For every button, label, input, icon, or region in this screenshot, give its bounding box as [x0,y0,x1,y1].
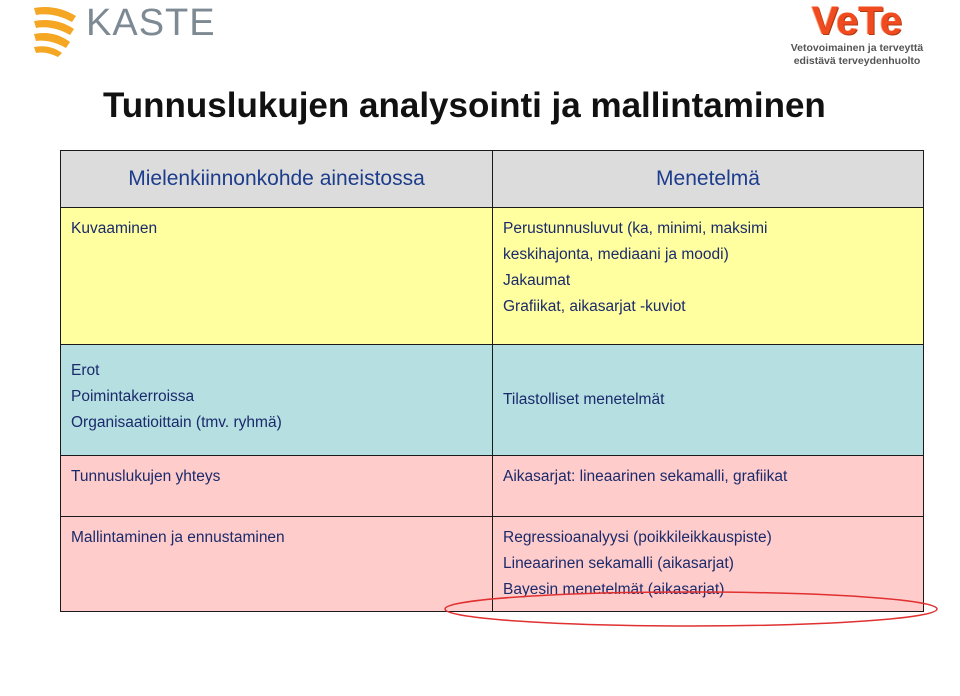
table-row [61,208,924,345]
vete-logo-subtitle-1: Vetovoimainen ja terveyttä [790,42,924,54]
cell-line: Perustunnusluvut (ka, minimi, maksimi [503,220,768,237]
vete-logo-subtitle-2: edistävä terveydenhuolto [793,55,921,67]
cell-line: Aikasarjat: lineaarinen sekamalli, grafiikat [503,468,788,485]
row-3-interest [61,456,493,517]
cell-line: Kuvaaminen [71,220,158,237]
table-header-row [61,151,924,208]
header-method: Menetelmä [493,151,924,208]
cell-line: Jakaumat [503,272,571,289]
vete-logo [782,0,932,68]
row-1-method [493,208,924,345]
cell-line: Grafiikat, aikasarjat -kuviot [503,298,686,315]
row-3-method [493,456,924,517]
highlight-ellipse-shape [445,592,937,626]
kaste-sun-icon [30,2,82,58]
slide-title: Tunnuslukujen analysointi ja mallintaminen [103,86,826,125]
cell-line: Bayesin menetelmät (aikasarjat) [503,581,725,598]
highlight-ellipse [443,588,939,630]
row-2-interest [61,345,493,456]
cell-line: Tilastolliset menetelmät [503,391,665,408]
table-row [61,345,924,456]
cell-line: Tunnuslukujen yhteys [71,468,221,485]
row-4-interest [61,517,493,612]
cell-line: Poimintakerroissa [71,388,195,405]
method-table [60,150,924,612]
kaste-logo [30,2,230,60]
vete-logo-title: VeTe [811,0,903,43]
cell-line: Regressioanalyysi (poikkileikkauspiste) [503,529,772,546]
cell-line: Organisaatioittain (tmv. ryhmä) [71,414,282,431]
header-interest: Mielenkiinnonkohde aineistossa [61,151,493,208]
cell-line: Mallintaminen ja ennustaminen [71,529,285,546]
cell-line: Erot [71,362,100,379]
cell-line: keskihajonta, mediaani ja moodi) [503,246,729,263]
kaste-logo-text: KASTE [86,2,216,44]
table-row [61,456,924,517]
cell-line: Lineaarinen sekamalli (aikasarjat) [503,555,734,572]
row-2-method [493,345,924,456]
row-1-interest [61,208,493,345]
